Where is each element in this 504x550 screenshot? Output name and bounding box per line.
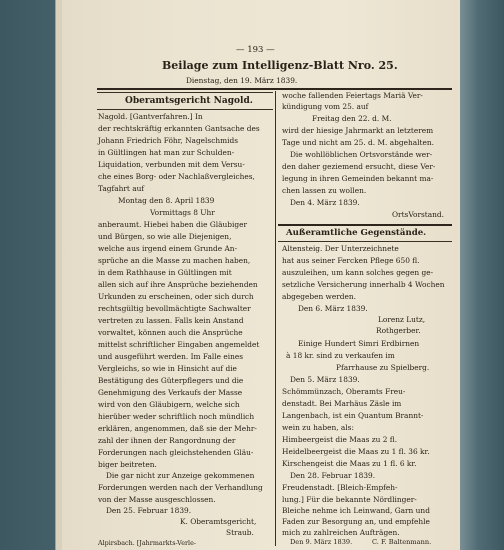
text-line: Nagold. [Gantverfahren.] In <box>98 112 203 121</box>
text-line: legung in ihren Gemeinden bekannt ma- <box>282 174 434 183</box>
text-line: erklären, angenommen, daß sie der Mehr- <box>98 424 257 433</box>
text-line: Die wohllöblichen Ortsvorstände wer- <box>290 150 433 159</box>
text-line: biger beitreten. <box>98 460 157 469</box>
text-line: Den 25. Februar 1839. <box>106 506 192 515</box>
text-line: vertreten zu lassen. Falls kein Anstand <box>98 316 244 325</box>
signature-line: Straub. <box>226 528 254 537</box>
text-line: denstadt. Bei Marhäus Zäsle im <box>282 399 402 408</box>
text-line: Heidelbeergeist die Maas zu 1 fl. 36 kr. <box>282 447 430 456</box>
text-line: woche fallenden Feiertags Mariä Ver- <box>282 91 423 100</box>
text-line: Montag den 8. April 1839 <box>118 196 215 205</box>
left-heading-rule-top <box>97 92 273 93</box>
text-line: welche aus irgend einem Grunde An- <box>98 244 238 253</box>
text-line: Alpirsbach. [Jahrmarkts-Verle- <box>98 539 197 547</box>
text-line: rechtsgültig bevollmächtigte Sachwalter <box>98 304 251 313</box>
text-line: Genehmigung des Verkaufs der Masse <box>98 388 243 397</box>
supplement-title: Beilage zum Intelligenz-Blatt Nro. 25. <box>162 59 398 72</box>
text-line: Langenbach, ist ein Quantum Brannt- <box>282 411 424 420</box>
text-line: Forderungen nach gleichstehenden Gläu- <box>98 448 254 457</box>
left-heading-rule-bottom <box>97 109 273 110</box>
text-line: den daher geziemend ersucht, diese Ver- <box>282 162 436 171</box>
text-line: Himbeergeist die Maas zu 2 fl. <box>282 435 398 444</box>
text-line: und ausgeführt werden. Im Falle eines <box>98 352 243 361</box>
text-line: chen lassen zu wollen. <box>282 186 367 195</box>
text-line: allen sich auf ihre Ansprüche beziehenden <box>98 280 258 289</box>
text-line: zahl der ihnen der Rangordnung der <box>98 436 236 445</box>
text-line: Kirschengeist die Maas zu 1 fl. 6 kr. <box>282 459 417 468</box>
signature-line: OrtsVorstand. <box>392 210 445 219</box>
text-line: wein zu haben, als: <box>282 423 354 432</box>
text-line: Tagfahrt auf <box>98 184 145 193</box>
text-line: auszuleihen, um kann solches gegen ge- <box>282 268 434 277</box>
text-line: che eines Borg- oder Nachlaßvergleiches, <box>98 172 255 181</box>
page-fore-edge-shadow <box>460 0 504 550</box>
text-line: Schömmünzach, Oberamts Freu- <box>282 387 406 396</box>
right-heading-rule-bottom <box>278 241 452 242</box>
text-line: Freitag den 22. d. M. <box>312 114 392 123</box>
right-section-heading: Außeramtliche Gegenstände. <box>286 228 427 238</box>
signature-line: K. Oberamtsgericht, <box>180 517 257 526</box>
text-line: wird der hiesige Jahrmarkt an letzterem <box>282 126 434 135</box>
text-line: mittelst schriftlicher Eingaben angemeldet <box>98 340 260 349</box>
signature-line: Lorenz Lutz, <box>378 315 426 324</box>
text-line: lung.] Für die bekannte Nördlinger- <box>282 495 417 504</box>
text-line: Forderungen werden nach der Verhandlung <box>98 483 263 492</box>
text-line: Den 4. März 1839. <box>290 198 360 207</box>
signature-line: C. F. Baltenmann. <box>372 538 432 546</box>
text-line: abgegeben werden. <box>282 292 357 301</box>
text-line: Johann Friedrich Föhr, Nagelschmids <box>98 136 239 145</box>
text-line: Pfarrhause zu Spielberg. <box>336 363 430 372</box>
text-line: Die gar nicht zur Anzeige gekommenen <box>106 471 255 480</box>
text-line: setzliche Versicherung innerhalb 4 Wochen <box>282 280 445 289</box>
left-section-heading: Oberamtsgericht Nagold. <box>125 96 253 106</box>
column-divider <box>275 91 276 546</box>
text-line: à 18 kr. sind zu verkaufen im <box>286 351 395 360</box>
text-line: Bestätigung des Güterpflegers und die <box>98 376 244 385</box>
text-line: Den 6. März 1839. <box>298 304 368 313</box>
page-number: — 193 — <box>236 45 275 55</box>
text-line: kündigung vom 25. auf <box>282 102 369 111</box>
text-line: hierüber weder schriftlich noch mündlich <box>98 412 255 421</box>
signature-line: Rothgerber. <box>376 326 421 335</box>
text-line: der rechtskräftig erkannten Gantsache des <box>98 124 260 133</box>
text-line: Den 5. März 1839. <box>290 375 360 384</box>
text-line: von der Masse ausgeschlossen. <box>98 495 216 504</box>
text-line: Den 9. März 1839. <box>290 538 353 546</box>
text-line: in dem Rathhause in Gültlingen mit <box>98 268 232 277</box>
text-line: anberaumt. Hiebei haben die Gläubiger <box>98 220 248 229</box>
text-line: Urkunden zu erscheinen, oder sich durch <box>98 292 254 301</box>
text-line: Einige Hundert Simri Erdbirnen <box>298 339 420 348</box>
text-line: Bleiche nehme ich Leinwand, Garn und <box>282 506 430 515</box>
text-line: hat aus seiner Fercken Pflege 650 fl. <box>282 256 420 265</box>
text-line: Faden zur Besorgung an, und empfehle <box>282 517 430 526</box>
text-line: Freudenstadt. [Bleich-Empfeh- <box>282 483 398 492</box>
text-line: mich zu zahlreichen Aufträgen. <box>282 528 400 537</box>
text-line: Altensteig. Der Unterzeichnete <box>282 244 399 253</box>
header-rule <box>97 88 452 90</box>
text-line: in Gültlingen hat man zur Schulden- <box>98 148 235 157</box>
text-line: Vormittags 8 Uhr <box>150 208 215 217</box>
issue-date: Dienstag, den 19. März 1839. <box>186 76 298 85</box>
text-line: Den 28. Februar 1839. <box>290 471 376 480</box>
text-line: sprüche an die Masse zu machen haben, <box>98 256 251 265</box>
text-line: vorwaltet, können auch die Ansprüche <box>98 328 243 337</box>
right-heading-rule-top <box>278 224 452 226</box>
text-line: Liquidation, verbunden mit dem Versu- <box>98 160 245 169</box>
text-line: und Bürgen, so wie alle Diejenigen, <box>98 232 232 241</box>
text-line: Vergleichs, so wie in Hinsicht auf die <box>98 364 237 373</box>
text-line: wird von den Gläubigern, welche sich <box>98 400 240 409</box>
text-line: Tage und nicht am 25. d. M. abgehalten. <box>282 138 434 147</box>
